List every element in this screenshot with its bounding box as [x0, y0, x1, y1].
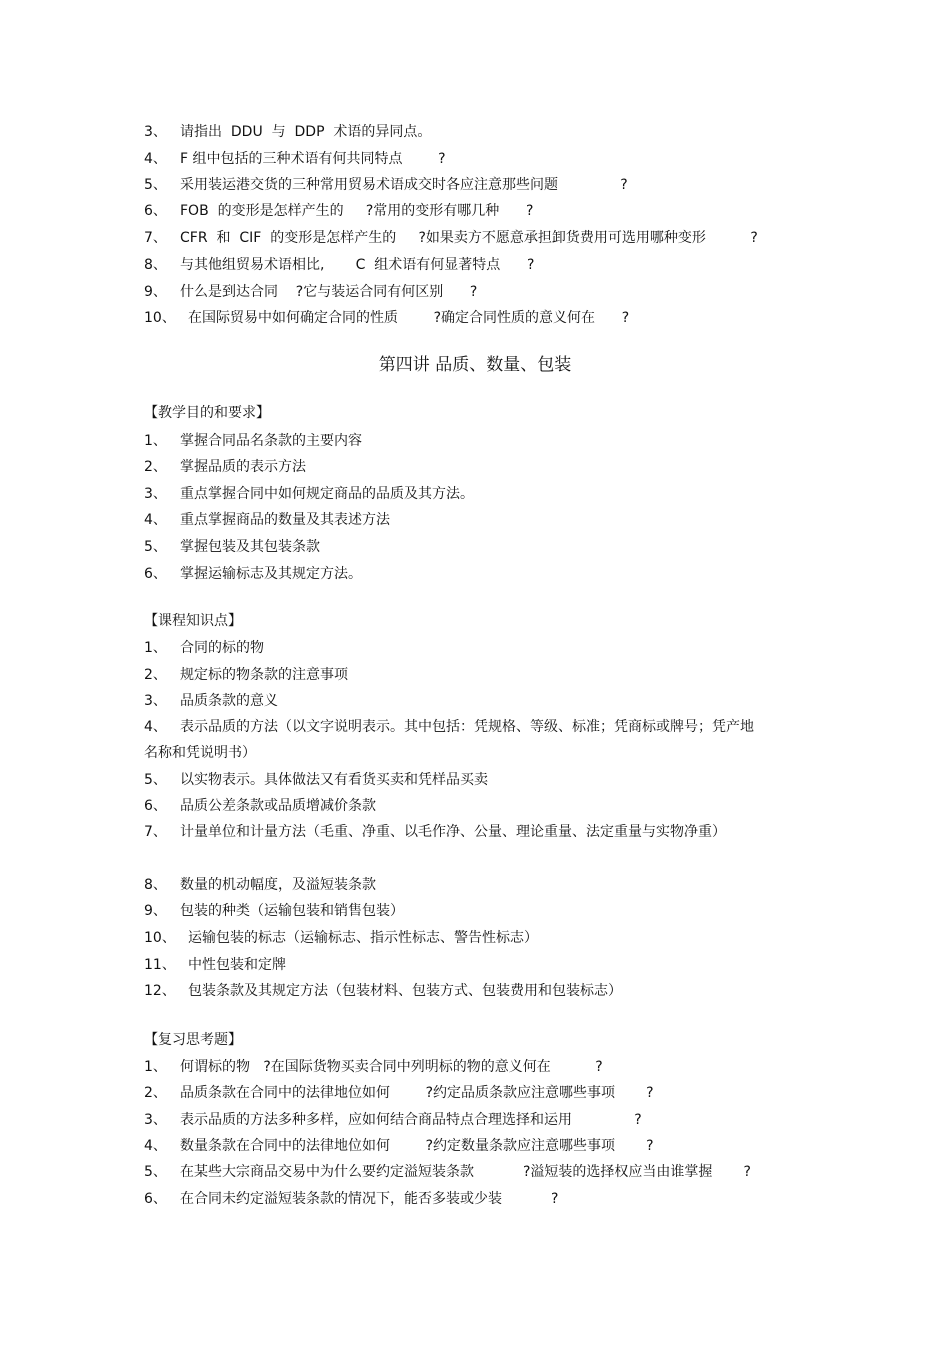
- item-text: 在国际贸易中如何确定合同的性质 ?确定合同性质的意义何在 ?: [188, 310, 630, 326]
- list-item: [144, 511, 390, 529]
- item-text: 规定标的物条款的注意事项: [180, 667, 348, 683]
- item-number: 3、: [144, 124, 167, 140]
- list-item: [144, 485, 474, 503]
- item-number: 9、: [144, 903, 167, 919]
- list-item: [144, 283, 477, 301]
- item-number: 6、: [144, 566, 167, 582]
- list-item: [144, 714, 764, 766]
- list-item: [144, 982, 622, 1000]
- item-number: 8、: [144, 877, 167, 893]
- item-text: 运输包装的标志（运输标志、指示性标志、警告性标志）: [188, 930, 538, 946]
- item-number: 6、: [144, 798, 167, 814]
- list-item: [144, 176, 628, 194]
- item-text: 重点掌握商品的数量及其表述方法: [180, 512, 390, 528]
- item-number: 11、: [144, 957, 176, 973]
- item-number: 1、: [144, 1059, 167, 1075]
- item-text: 与其他组贸易术语相比, C 组术语有何显著特点 ?: [180, 257, 535, 273]
- list-item: [144, 565, 362, 583]
- item-number: 7、: [144, 824, 167, 840]
- item-text: 数量条款在合同中的法律地位如何 ?约定数量条款应注意哪些事项 ?: [180, 1138, 654, 1154]
- section-heading-review: 【复习思考题】: [144, 1032, 242, 1048]
- item-number: 5、: [144, 177, 167, 193]
- item-text: 何谓标的物 ?在国际货物买卖合同中列明标的物的意义何在 ?: [180, 1059, 603, 1075]
- item-text: 中性包装和定牌: [188, 957, 286, 973]
- item-number: 5、: [144, 539, 167, 555]
- item-text: 掌握合同品名条款的主要内容: [180, 433, 362, 449]
- list-item: [144, 666, 348, 684]
- item-number: 1、: [144, 433, 167, 449]
- item-text: 什么是到达合同 ?它与装运合同有何区别 ?: [180, 284, 478, 300]
- item-number: 3、: [144, 1112, 167, 1128]
- item-text: 品质公差条款或品质增减价条款: [180, 798, 376, 814]
- item-text: 计量单位和计量方法（毛重、净重、以毛作净、公量、理论重量、法定重量与实物净重）: [180, 824, 726, 840]
- list-item: [144, 229, 758, 247]
- lecture-title: 第四讲 品质、数量、包装: [378, 355, 572, 375]
- item-number: 10、: [144, 930, 176, 946]
- list-item: [144, 458, 306, 476]
- list-item: [144, 256, 534, 274]
- item-text: 包装条款及其规定方法（包装材料、包装方式、包装费用和包装标志）: [188, 983, 622, 999]
- item-number: 2、: [144, 459, 167, 475]
- item-text: 掌握包装及其包装条款: [180, 539, 320, 555]
- item-number: 4、: [144, 719, 167, 735]
- list-item: [144, 819, 764, 845]
- list-item: [144, 538, 320, 556]
- section-heading-knowledge: 【课程知识点】: [144, 613, 242, 629]
- item-text: 采用装运港交货的三种常用贸易术语成交时各应注意那些问题 ?: [180, 177, 628, 193]
- section-heading-objectives: 【教学目的和要求】: [144, 405, 270, 421]
- item-number: 10、: [144, 310, 176, 326]
- item-number: 4、: [144, 512, 167, 528]
- item-text: 掌握运输标志及其规定方法。: [180, 566, 362, 582]
- item-text: 表示品质的方法（以文字说明表示。其中包括：凭规格、等级、标准；凭商标或牌号；凭产地名称和凭说明书）: [144, 719, 754, 761]
- item-number: 6、: [144, 1191, 167, 1207]
- item-number: 4、: [144, 1138, 167, 1154]
- item-number: 2、: [144, 667, 167, 683]
- list-item: [144, 202, 533, 220]
- list-item: [144, 1084, 654, 1102]
- list-item: [144, 1058, 603, 1076]
- item-text: 重点掌握合同中如何规定商品的品质及其方法。: [180, 486, 474, 502]
- item-number: 8、: [144, 257, 167, 273]
- list-item: [144, 1111, 642, 1129]
- list-item: [144, 1190, 558, 1208]
- list-item: [144, 692, 278, 710]
- item-text: 在合同未约定溢短装条款的情况下，能否多装或少装 ?: [180, 1191, 559, 1207]
- item-number: 3、: [144, 486, 167, 502]
- item-text: 数量的机动幅度，及溢短装条款: [180, 877, 376, 893]
- list-item: [144, 639, 264, 657]
- list-item: [144, 309, 629, 327]
- item-text: 以实物表示。具体做法又有看货买卖和凭样品买卖: [180, 772, 488, 788]
- item-number: 7、: [144, 230, 167, 246]
- item-text: 合同的标的物: [180, 640, 264, 656]
- item-text: 品质条款在合同中的法律地位如何 ?约定品质条款应注意哪些事项 ?: [180, 1085, 654, 1101]
- item-number: 4、: [144, 151, 167, 167]
- list-item: [144, 432, 362, 450]
- item-number: 1、: [144, 640, 167, 656]
- item-text: 在某些大宗商品交易中为什么要约定溢短装条款 ?溢短装的选择权应当由谁掌握 ?: [180, 1164, 751, 1180]
- item-text: FOB 的变形是怎样产生的 ?常用的变形有哪几种 ?: [180, 203, 534, 219]
- item-text: 表示品质的方法多种多样，应如何结合商品特点合理选择和运用 ?: [180, 1112, 642, 1128]
- list-item: [144, 1163, 751, 1181]
- item-text: 请指出 DDU 与 DDP 术语的异同点。: [180, 124, 432, 140]
- list-item: [144, 876, 376, 894]
- item-number: 9、: [144, 284, 167, 300]
- item-text: F 组中包括的三种术语有何共同特点 ?: [180, 151, 446, 167]
- item-number: 12、: [144, 983, 176, 999]
- list-item: [144, 150, 446, 168]
- list-item: [144, 902, 404, 920]
- item-number: 5、: [144, 772, 167, 788]
- item-text: 掌握品质的表示方法: [180, 459, 306, 475]
- list-item: [144, 797, 376, 815]
- item-number: 6、: [144, 203, 167, 219]
- item-number: 2、: [144, 1085, 167, 1101]
- list-item: [144, 956, 286, 974]
- list-item: [144, 771, 488, 789]
- list-item: [144, 123, 431, 141]
- item-text: 包装的种类（运输包装和销售包装）: [180, 903, 404, 919]
- list-item: [144, 929, 538, 947]
- item-text: CFR 和 CIF 的变形是怎样产生的 ?如果卖方不愿意承担卸货费用可选用哪种变形 ?: [180, 230, 758, 246]
- list-item: [144, 1137, 654, 1155]
- item-number: 3、: [144, 693, 167, 709]
- item-number: 5、: [144, 1164, 167, 1180]
- item-text: 品质条款的意义: [180, 693, 278, 709]
